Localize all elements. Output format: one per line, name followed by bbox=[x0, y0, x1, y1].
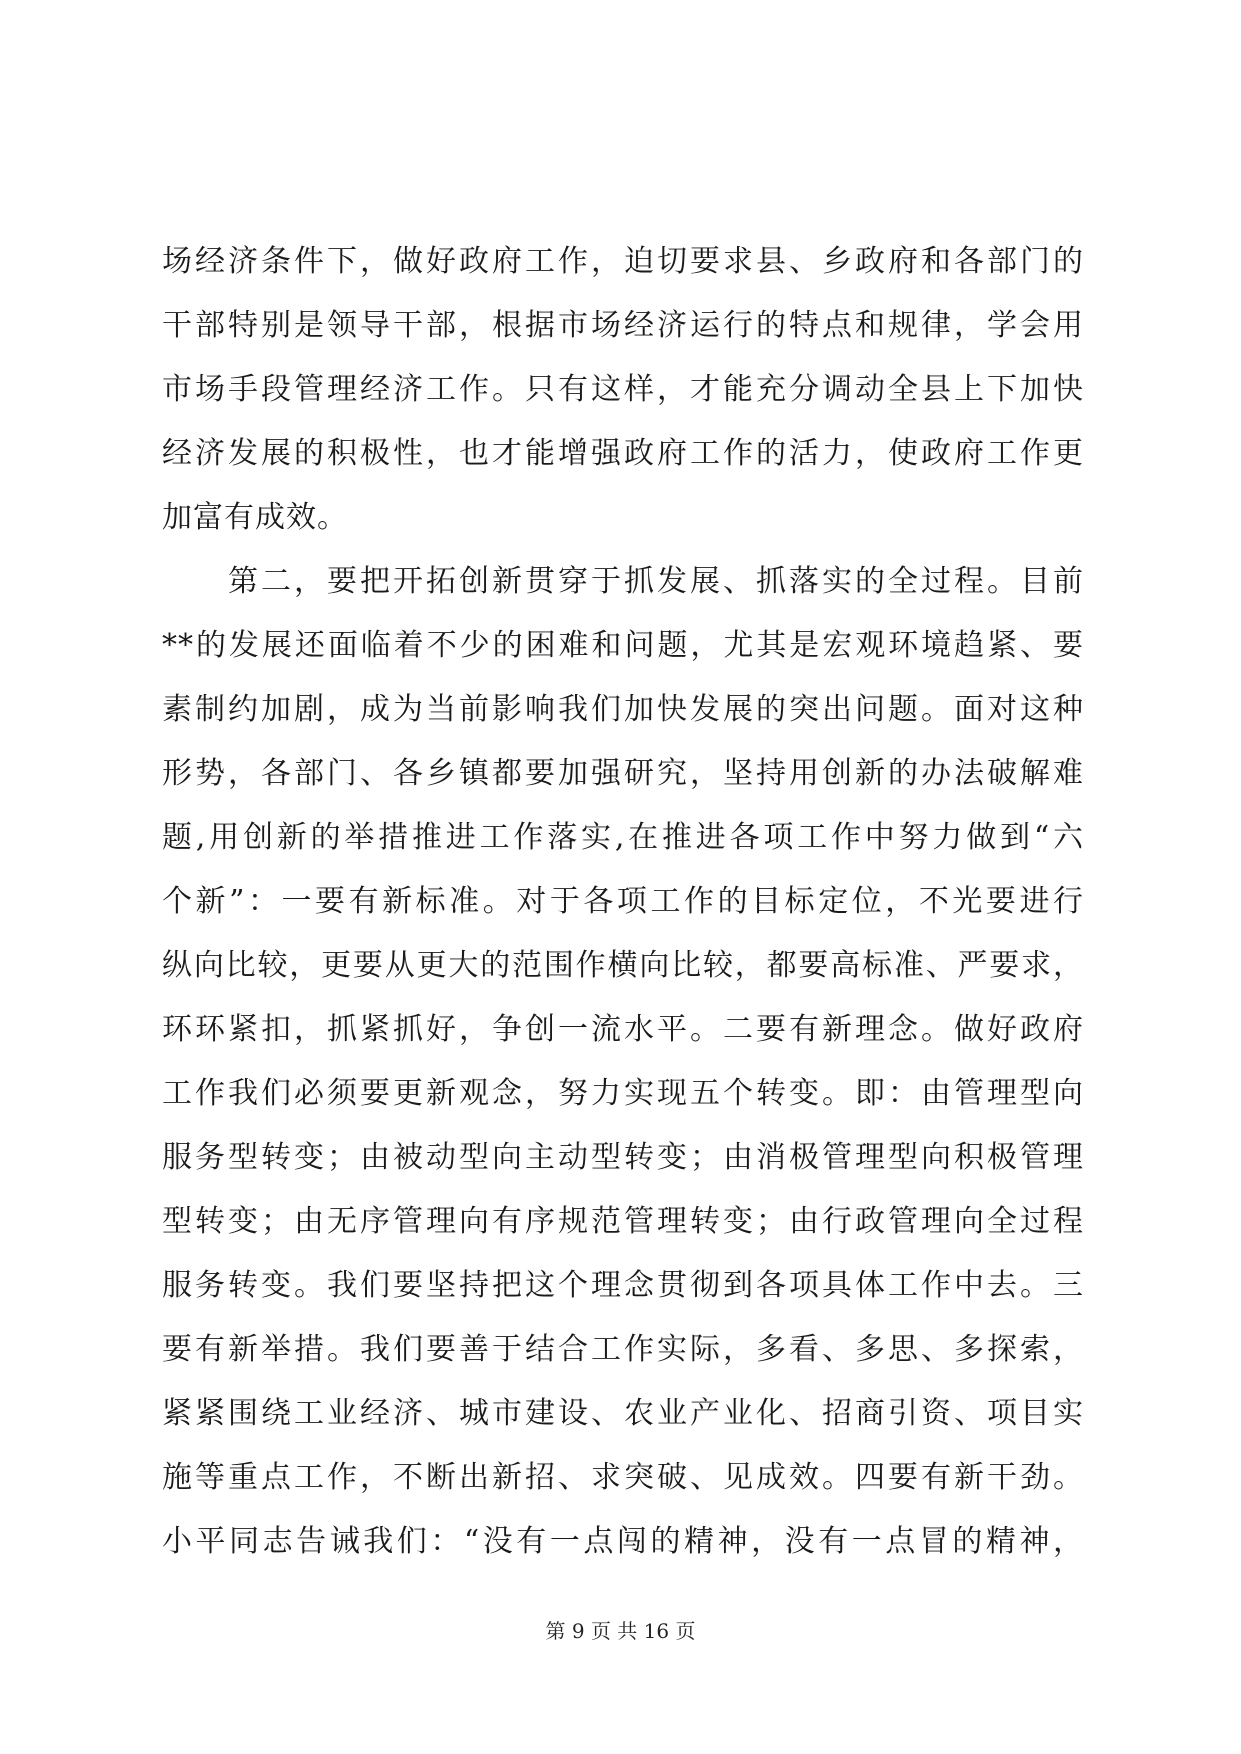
text-line: 服务转变。我们要坚持把这个理念贯彻到各项具体工作中去。三 bbox=[162, 1268, 1084, 1303]
text-line: 工作我们必须要更新观念，努力实现五个转变。即：由管理型向 bbox=[162, 1076, 1084, 1111]
text-line: 施等重点工作，不断出新招、求突破、见成效。四要有新干劲。 bbox=[162, 1460, 1084, 1495]
page-number-footer: 第 9 页 共 16 页 bbox=[545, 1619, 696, 1643]
text-line: 素制约加剧，成为当前影响我们加快发展的突出问题。面对这种 bbox=[162, 692, 1084, 727]
text-line: 市场手段管理经济工作。只有这样，才能充分调动全县上下加快 bbox=[162, 372, 1084, 407]
text-line: 服务型转变；由被动型向主动型转变；由消极管理型向积极管理 bbox=[162, 1140, 1084, 1175]
text-line: 个新”：一要有新标准。对于各项工作的目标定位，不光要进行 bbox=[162, 884, 1084, 919]
text-line-paragraph-start: 第二，要把开拓创新贯穿于抓发展、抓落实的全过程。目前 bbox=[228, 564, 1084, 599]
text-line: 要有新举措。我们要善于结合工作实际，多看、多思、多探索， bbox=[162, 1332, 1084, 1367]
text-line: 小平同志告诫我们：“没有一点闯的精神，没有一点冒的精神， bbox=[162, 1524, 1084, 1559]
text-line: 环环紧扣，抓紧抓好，争创一流水平。二要有新理念。做好政府 bbox=[162, 1012, 1084, 1047]
text-line: **的发展还面临着不少的困难和问题，尤其是宏观环境趋紧、要 bbox=[162, 628, 1084, 663]
text-line: 纵向比较，更要从更大的范围作横向比较，都要高标准、严要求， bbox=[162, 948, 1084, 983]
text-line: 形势，各部门、各乡镇都要加强研究，坚持用创新的办法破解难 bbox=[162, 756, 1084, 791]
text-line: 经济发展的积极性，也才能增强政府工作的活力，使政府工作更 bbox=[162, 436, 1084, 471]
text-line: 干部特别是领导干部，根据市场经济运行的特点和规律，学会用 bbox=[162, 308, 1084, 343]
text-line: 紧紧围绕工业经济、城市建设、农业产业化、招商引资、项目实 bbox=[162, 1396, 1084, 1431]
text-line: 题,用创新的举措推进工作落实,在推进各项工作中努力做到“六 bbox=[162, 820, 1084, 855]
text-line-paragraph-end: 加富有成效。 bbox=[162, 500, 348, 535]
text-line: 型转变；由无序管理向有序规范管理转变；由行政管理向全过程 bbox=[162, 1204, 1084, 1239]
document-body bbox=[162, 230, 1084, 1574]
text-line: 场经济条件下，做好政府工作，迫切要求县、乡政府和各部门的 bbox=[162, 244, 1084, 279]
